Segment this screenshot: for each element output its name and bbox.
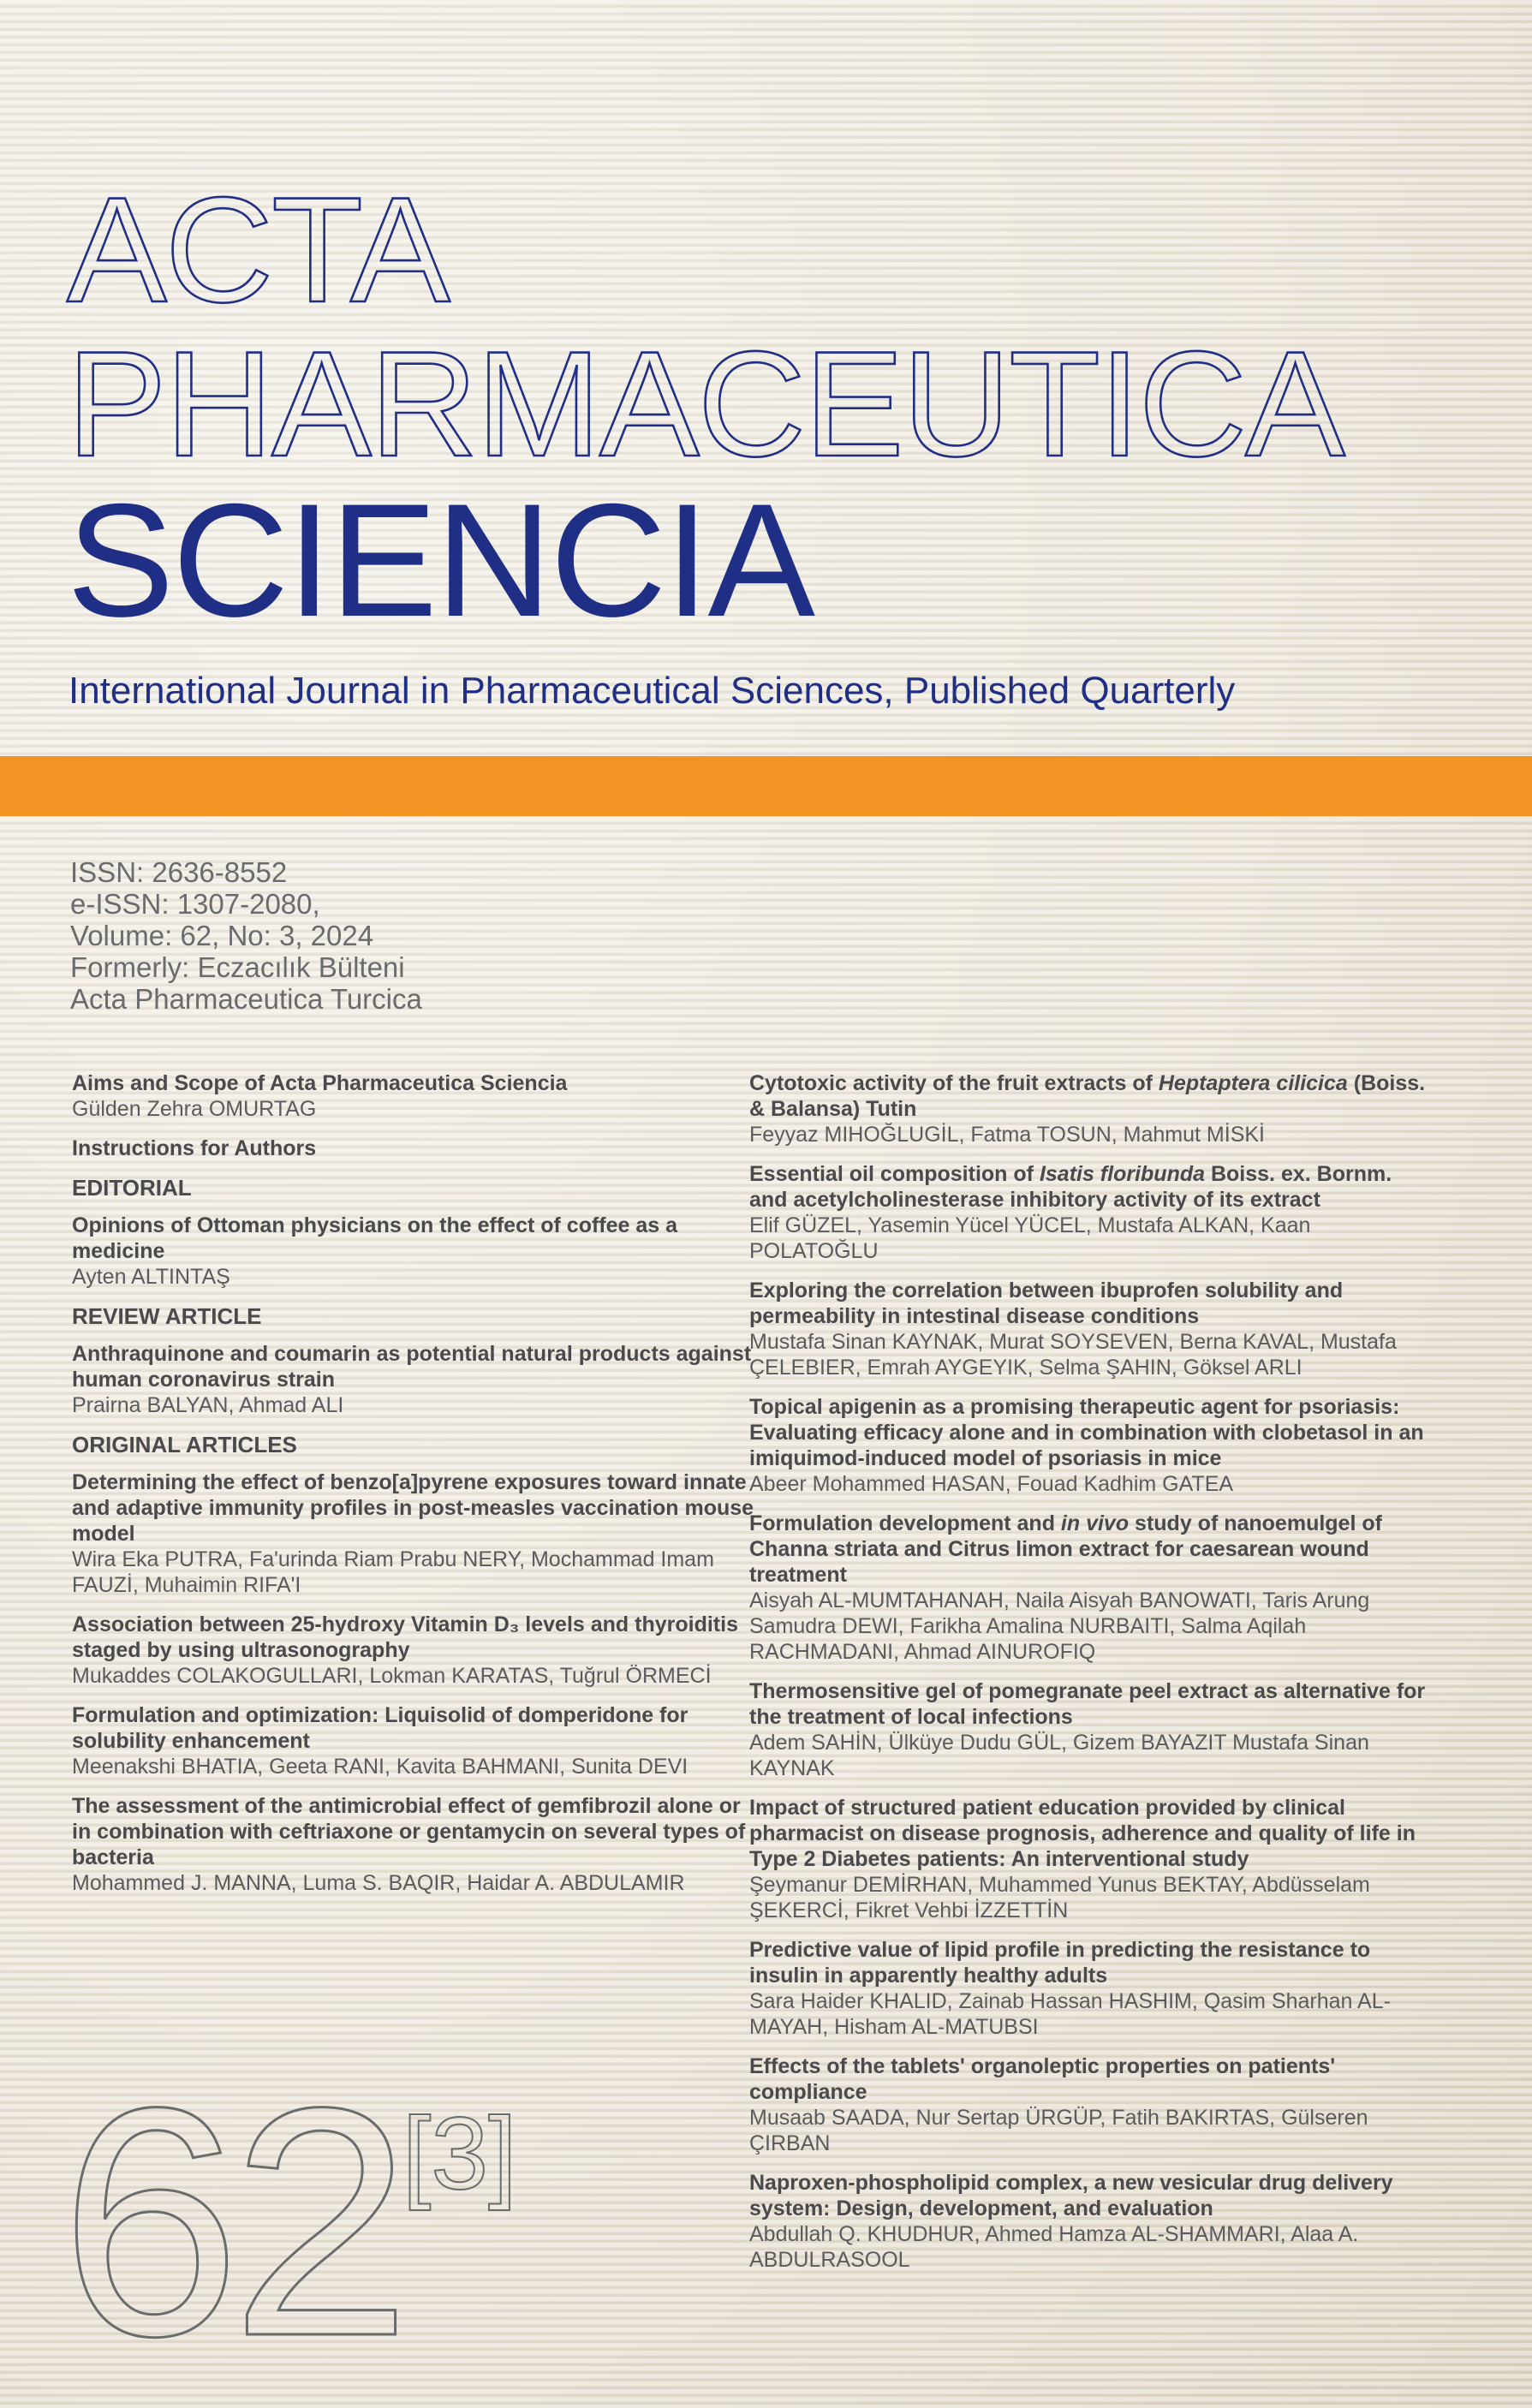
entry-authors: Musaab SAADA, Nur Sertap ÜRGÜP, Fatih BAKIRTAS, Gülseren ÇIRBAN [749, 2106, 1368, 2155]
entry-title [749, 2053, 1434, 2105]
entry-authors: Aisyah AL-MUMTAHANAH, Naila Aisyah BANOWATI, Taris Arung Samudra DEWI, Farikha Amalina NURBAITI, Salma Aqilah RACHMADANI, Ahmad AINUROFIQ [749, 1588, 1370, 1664]
entry-authors: Mohammed J. MANNA, Luma S. BAQIR, Haidar A. ABDULAMIR [72, 1871, 685, 1895]
toc-entry[interactable] [72, 1793, 757, 1896]
toc-entry[interactable] [749, 1511, 1434, 1665]
toc-entry[interactable] [72, 1341, 757, 1418]
issue-number: [3] [402, 2096, 517, 2211]
entry-title [749, 1394, 1434, 1471]
entry-title-part: Impact of structured patient education provided by clinical pharmacist on disease prognosis, adherence and quality of life in Type 2 Diabetes patients: An interventional study [749, 1796, 1416, 1871]
entry-title [749, 1511, 1434, 1588]
entry-authors: Abeer Mohammed HASAN, Fouad Kadhim GATEA [749, 1472, 1234, 1496]
toc-entry[interactable] [72, 1469, 757, 1598]
journal-title-line-1: ACTA [67, 167, 449, 334]
entry-title: Formulation and optimization: Liquisolid of domperidone for solubility enhancement [72, 1703, 689, 1753]
entry-title: The assessment of the antimicrobial effect of gemfibrozil alone or in combination with ceftriaxone or gentamycin on several types of bacteria [72, 1794, 746, 1869]
entry-title: Association between 25-hydroxy Vitamin D₃ levels and thyroiditis staged by using ultrasonography [72, 1612, 738, 1662]
entry-title [749, 1937, 1434, 1988]
entry-title [749, 1678, 1434, 1730]
entry-title-part: Formulation development and [749, 1511, 1061, 1535]
toc-entry[interactable] [749, 1161, 1434, 1264]
entry-authors: Elif GÜZEL, Yasemin Yücel YÜCEL, Mustafa ALKAN, Kaan POLATOĞLU [749, 1213, 1311, 1263]
toc-entry[interactable] [749, 1937, 1434, 2040]
toc-entry[interactable] [749, 1394, 1434, 1497]
entry-title-part: Naproxen-phospholipid complex, a new vesicular drug delivery system: Design, development, and evaluation [749, 2171, 1393, 2220]
entry-title-part: Exploring the correlation between ibuprofen solubility and permeability in intestinal disease conditions [749, 1279, 1344, 1328]
toc-entry[interactable] [749, 1795, 1434, 1923]
toc-entry[interactable] [72, 1135, 757, 1161]
entry-authors: Sara Haider KHALID, Zainab Hassan HASHIM, Qasim Sharhan AL-MAYAH, Hisham AL-MATUBSI [749, 1989, 1391, 2039]
entry-title: Instructions for Authors [72, 1136, 317, 1160]
toc-entry[interactable] [749, 1070, 1434, 1147]
toc-entry[interactable] [72, 1213, 757, 1290]
entry-title: Aims and Scope of Acta Pharmaceutica Sciencia [72, 1071, 568, 1095]
entry-title: Determining the effect of benzo[a]pyrene exposures toward innate and adaptive immunity profiles in post-measles vaccination mouse model [72, 1470, 754, 1546]
entry-authors: Meenakshi BHATIA, Geeta RANI, Kavita BAHMANI, Sunita DEVI [72, 1755, 689, 1779]
issn-line: ISSN: 2636-8552 [70, 856, 288, 888]
entry-title-part: Effects of the tablets' organoleptic properties on patients' compliance [749, 2054, 1336, 2104]
volume-number: 62 [60, 2040, 402, 2404]
contents-left-column [72, 1070, 757, 1910]
toc-entry[interactable] [749, 2053, 1434, 2156]
entry-title: Anthraquinone and coumarin as potential natural products against human coronavirus strain [72, 1342, 752, 1392]
journal-subtitle: International Journal in Pharmaceutical Sciences, Published Quarterly [69, 670, 1236, 712]
toc-entry[interactable] [749, 1678, 1434, 1781]
toc-entry[interactable] [749, 1278, 1434, 1380]
entry-title-part: Thermosensitive gel of pomegranate peel extract as alternative for the treatment of local infections [749, 1679, 1426, 1729]
entry-title-part: study of nanoemulgel of Channa striata and Citrus limon extract for caesarean wound treatment [749, 1511, 1382, 1587]
entry-title [749, 1278, 1434, 1329]
entry-authors: Şeymanur DEMİRHAN, Muhammed Yunus BEKTAY, Abdüsselam ŞEKERCİ, Fikret Vehbi İZZETTİN [749, 1873, 1370, 1922]
formerly-line: Formerly: Eczacılık Bülteni [70, 951, 405, 983]
section-heading-original: ORIGINAL ARTICLES [72, 1432, 297, 1457]
entry-title-part: Predictive value of lipid profile in predicting the resistance to insulin in apparently healthy adults [749, 1938, 1371, 1988]
entry-authors: Mukaddes COLAKOGULLARI, Lokman KARATAS, Tuğrul ÖRMECİ [72, 1664, 712, 1688]
entry-title [749, 1795, 1434, 1872]
entry-authors: Adem SAHİN, Ülküye Dudu GÜL, Gizem BAYAZIT Mustafa Sinan KAYNAK [749, 1731, 1369, 1780]
entry-title-italic: Isatis floribunda [1039, 1162, 1206, 1186]
entry-title-italic: Heptaptera cilicica [1158, 1071, 1348, 1095]
eissn-line: e-ISSN: 1307-2080, [70, 888, 320, 920]
entry-title-italic: in vivo [1060, 1511, 1130, 1535]
entry-title [749, 1070, 1434, 1122]
entry-authors: Ayten ALTINTAŞ [72, 1265, 230, 1289]
section-heading-review: REVIEW ARTICLE [72, 1303, 262, 1329]
entry-title-part: Boiss. ex. Bornm. and acetylcholinesterase inhibitory activity of its extract [749, 1162, 1392, 1212]
entry-title [749, 2170, 1434, 2221]
entry-title-part: Essential oil composition of [749, 1162, 1040, 1186]
issn-info-block [70, 856, 422, 1015]
entry-authors: Feyyaz MIHOĞLUGİL, Fatma TOSUN, Mahmut MİSKİ [749, 1123, 1265, 1147]
contents-right-column [749, 1070, 1434, 2286]
volume-line: Volume: 62, No: 3, 2024 [70, 920, 374, 951]
orange-accent-bar [0, 756, 1532, 816]
entry-authors: Wira Eka PUTRA, Fa'urinda Riam Prabu NERY, Mochammad Imam FAUZİ, Muhaimin RIFA'I [72, 1547, 714, 1597]
former-title-line: Acta Pharmaceutica Turcica [70, 983, 422, 1015]
toc-entry[interactable] [72, 1612, 757, 1689]
section-heading-editorial: EDITORIAL [72, 1175, 192, 1201]
entry-title: Opinions of Ottoman physicians on the effect of coffee as a medicine [72, 1213, 678, 1263]
toc-entry[interactable] [72, 1070, 757, 1122]
entry-title-part: (Boiss. & Balansa) Tutin [749, 1071, 1426, 1121]
entry-title [749, 1161, 1434, 1213]
entry-authors: Mustafa Sinan KAYNAK, Murat SOYSEVEN, Berna KAVAL, Mustafa ÇELEBIER, Emrah AYGEYIK, Selma ŞAHIN, Göksel ARLI [749, 1330, 1397, 1380]
entry-authors: Gülden Zehra OMURTAG [72, 1097, 317, 1121]
entry-authors: Prairna BALYAN, Ahmad ALI [72, 1393, 344, 1417]
entry-title-part: Topical apigenin as a promising therapeutic agent for psoriasis: Evaluating efficacy alone and in combination with clobetasol in an imiquimod-induced model of psoriasis in mice [749, 1395, 1424, 1470]
journal-title-line-2: PHARMACEUTICA [67, 321, 1344, 488]
journal-title-line-3: SCIENCIA [67, 470, 814, 650]
toc-entry[interactable] [749, 2170, 1434, 2273]
toc-entry[interactable] [72, 1702, 757, 1779]
entry-title-part: Cytotoxic activity of the fruit extracts of [749, 1071, 1159, 1095]
entry-authors: Abdullah Q. KHUDHUR, Ahmed Hamza AL-SHAMMARI, Alaa A. ABDULRASOOL [749, 2222, 1359, 2272]
